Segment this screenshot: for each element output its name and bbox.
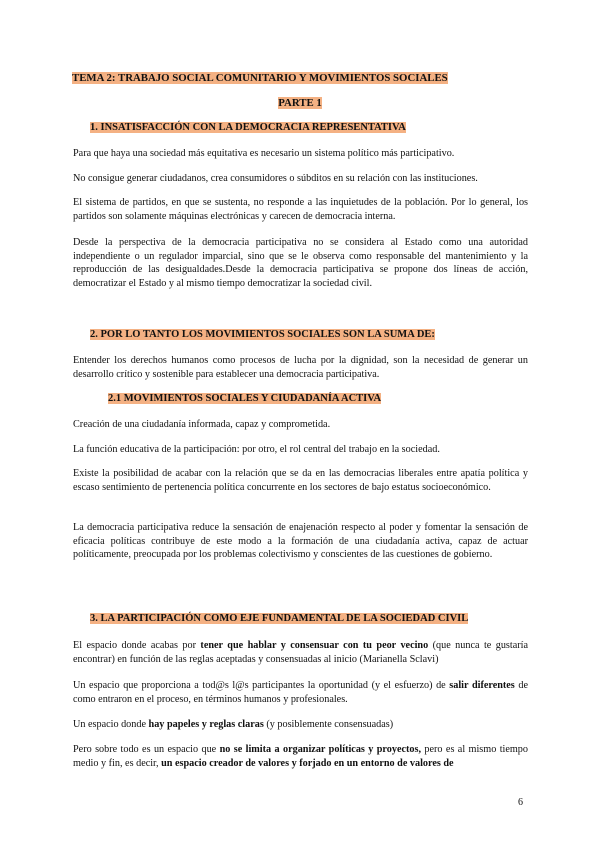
paragraph-text: Un espacio donde (73, 719, 149, 730)
paragraph-text: Un espacio que proporciona a tod@s l@s participantes la oportunidad (y el esfuerzo) de (73, 680, 450, 691)
subsection-paragraph: La democracia participativa reduce la sensación de enajenación respecto al poder y fomentar la sensación de eficacia políticas contribuye de este modo a la formación de una ciudadanía activa, capaz de actuar políticamente, preocupada por los problemas colectivismo y conscientes de las cuestiones de gobierno. (73, 522, 528, 561)
paragraph-text: de como entraron en el proceso, en términos humanos y profesionales. (73, 680, 528, 705)
section-3-paragraph (73, 718, 528, 732)
section-3-heading-text: 3. LA PARTICIPACIÓN COMO EJE FUNDAMENTAL DE LA SOCIEDAD CIVIL (90, 613, 469, 624)
section-3-paragraph (73, 679, 528, 706)
section-1-paragraph: Para que haya una sociedad más equitativa es necesario un sistema político más participativo. (73, 148, 455, 159)
paragraph-bold-text: tener que hablar y consensuar con tu peor vecino (200, 640, 429, 651)
section-3-paragraph (73, 743, 528, 770)
section-3-paragraph (73, 639, 528, 666)
subsection-paragraph: La función educativa de la participación: por otro, el rol central del trabajo en la sociedad. (73, 444, 440, 455)
part-heading-text: PARTE 1 (278, 97, 322, 109)
paragraph-bold-text: un espacio creador de valores y forjado en un entorno de valores de (161, 757, 454, 769)
section-1-paragraph: El sistema de partidos, en que se sustenta, no responde a las inquietudes de la población. Por lo general, los partidos son solamente máquinas electrónicas y carecen de democracia interna. (73, 197, 528, 222)
paragraph-text: Pero sobre todo es un espacio que (73, 744, 220, 755)
subsection-2-1-heading-text: 2.1 MOVIMIENTOS SOCIALES Y CIUDADANÍA ACTIVA (108, 393, 382, 404)
document-title-text: TEMA 2: TRABAJO SOCIAL COMUNITARIO Y MOVIMIENTOS SOCIALES (72, 72, 448, 84)
section-2-heading-text: 2. POR LO TANTO LOS MOVIMIENTOS SOCIALES SON LA SUMA DE: (90, 329, 435, 340)
section-2-heading (90, 329, 435, 340)
paragraph-text: El espacio donde acabas por (73, 640, 201, 651)
paragraph-bold-text: hay papeles y reglas claras (148, 719, 264, 730)
page-number: 6 (518, 797, 523, 808)
section-1-heading (90, 122, 406, 133)
section-2-paragraph: Entender los derechos humanos como procesos de lucha por la dignidad, son la necesidad de generar un desarrollo crítico y sostenible para establecer una democracia participativa. (73, 355, 528, 380)
part-heading (0, 97, 600, 109)
paragraph-text: (y posiblemente consensuadas) (263, 719, 394, 730)
section-1-heading-text: 1. INSATISFACCIÓN CON LA DEMOCRACIA REPRESENTATIVA (90, 122, 406, 133)
paragraph-bold-text: no se limita a organizar políticas y proyectos, (219, 744, 422, 755)
section-1-paragraph: No consigue generar ciudadanos, crea consumidores o súbditos en su relación con las instituciones. (73, 173, 478, 184)
subsection-paragraph: Existe la posibilidad de acabar con la relación que se da en las democracias liberales entre apatía política y escaso sentimiento de pertenencia política concurrente en los sectores de bajo estatus socioeconómico. (73, 468, 528, 493)
subsection-paragraph: Creación de una ciudadanía informada, capaz y comprometida. (73, 419, 331, 430)
section-1-paragraph: Desde la perspectiva de la democracia participativa no se considera al Estado como una autoridad independiente o un regulador imparcial, sino que se le observa como responsable del mantenimiento y la reproducción de las desigualdades.Desde la democracia participativa se propone dos líneas de acción, democratizar el Estado y al mismo tiempo democratizar la sociedad civil. (73, 237, 528, 289)
paragraph-bold-text: salir diferentes (449, 680, 515, 691)
subsection-2-1-heading (108, 393, 381, 404)
section-3-heading (90, 613, 468, 624)
paragraph-text: (que nunca te gustaría encontrar) en función de las reglas aceptadas y consensuadas al inicio (Marianella Sclavi) (73, 640, 528, 665)
paragraph-text: pero es al mismo tiempo medio y fin, es decir, (73, 744, 528, 769)
document-title (72, 72, 448, 84)
